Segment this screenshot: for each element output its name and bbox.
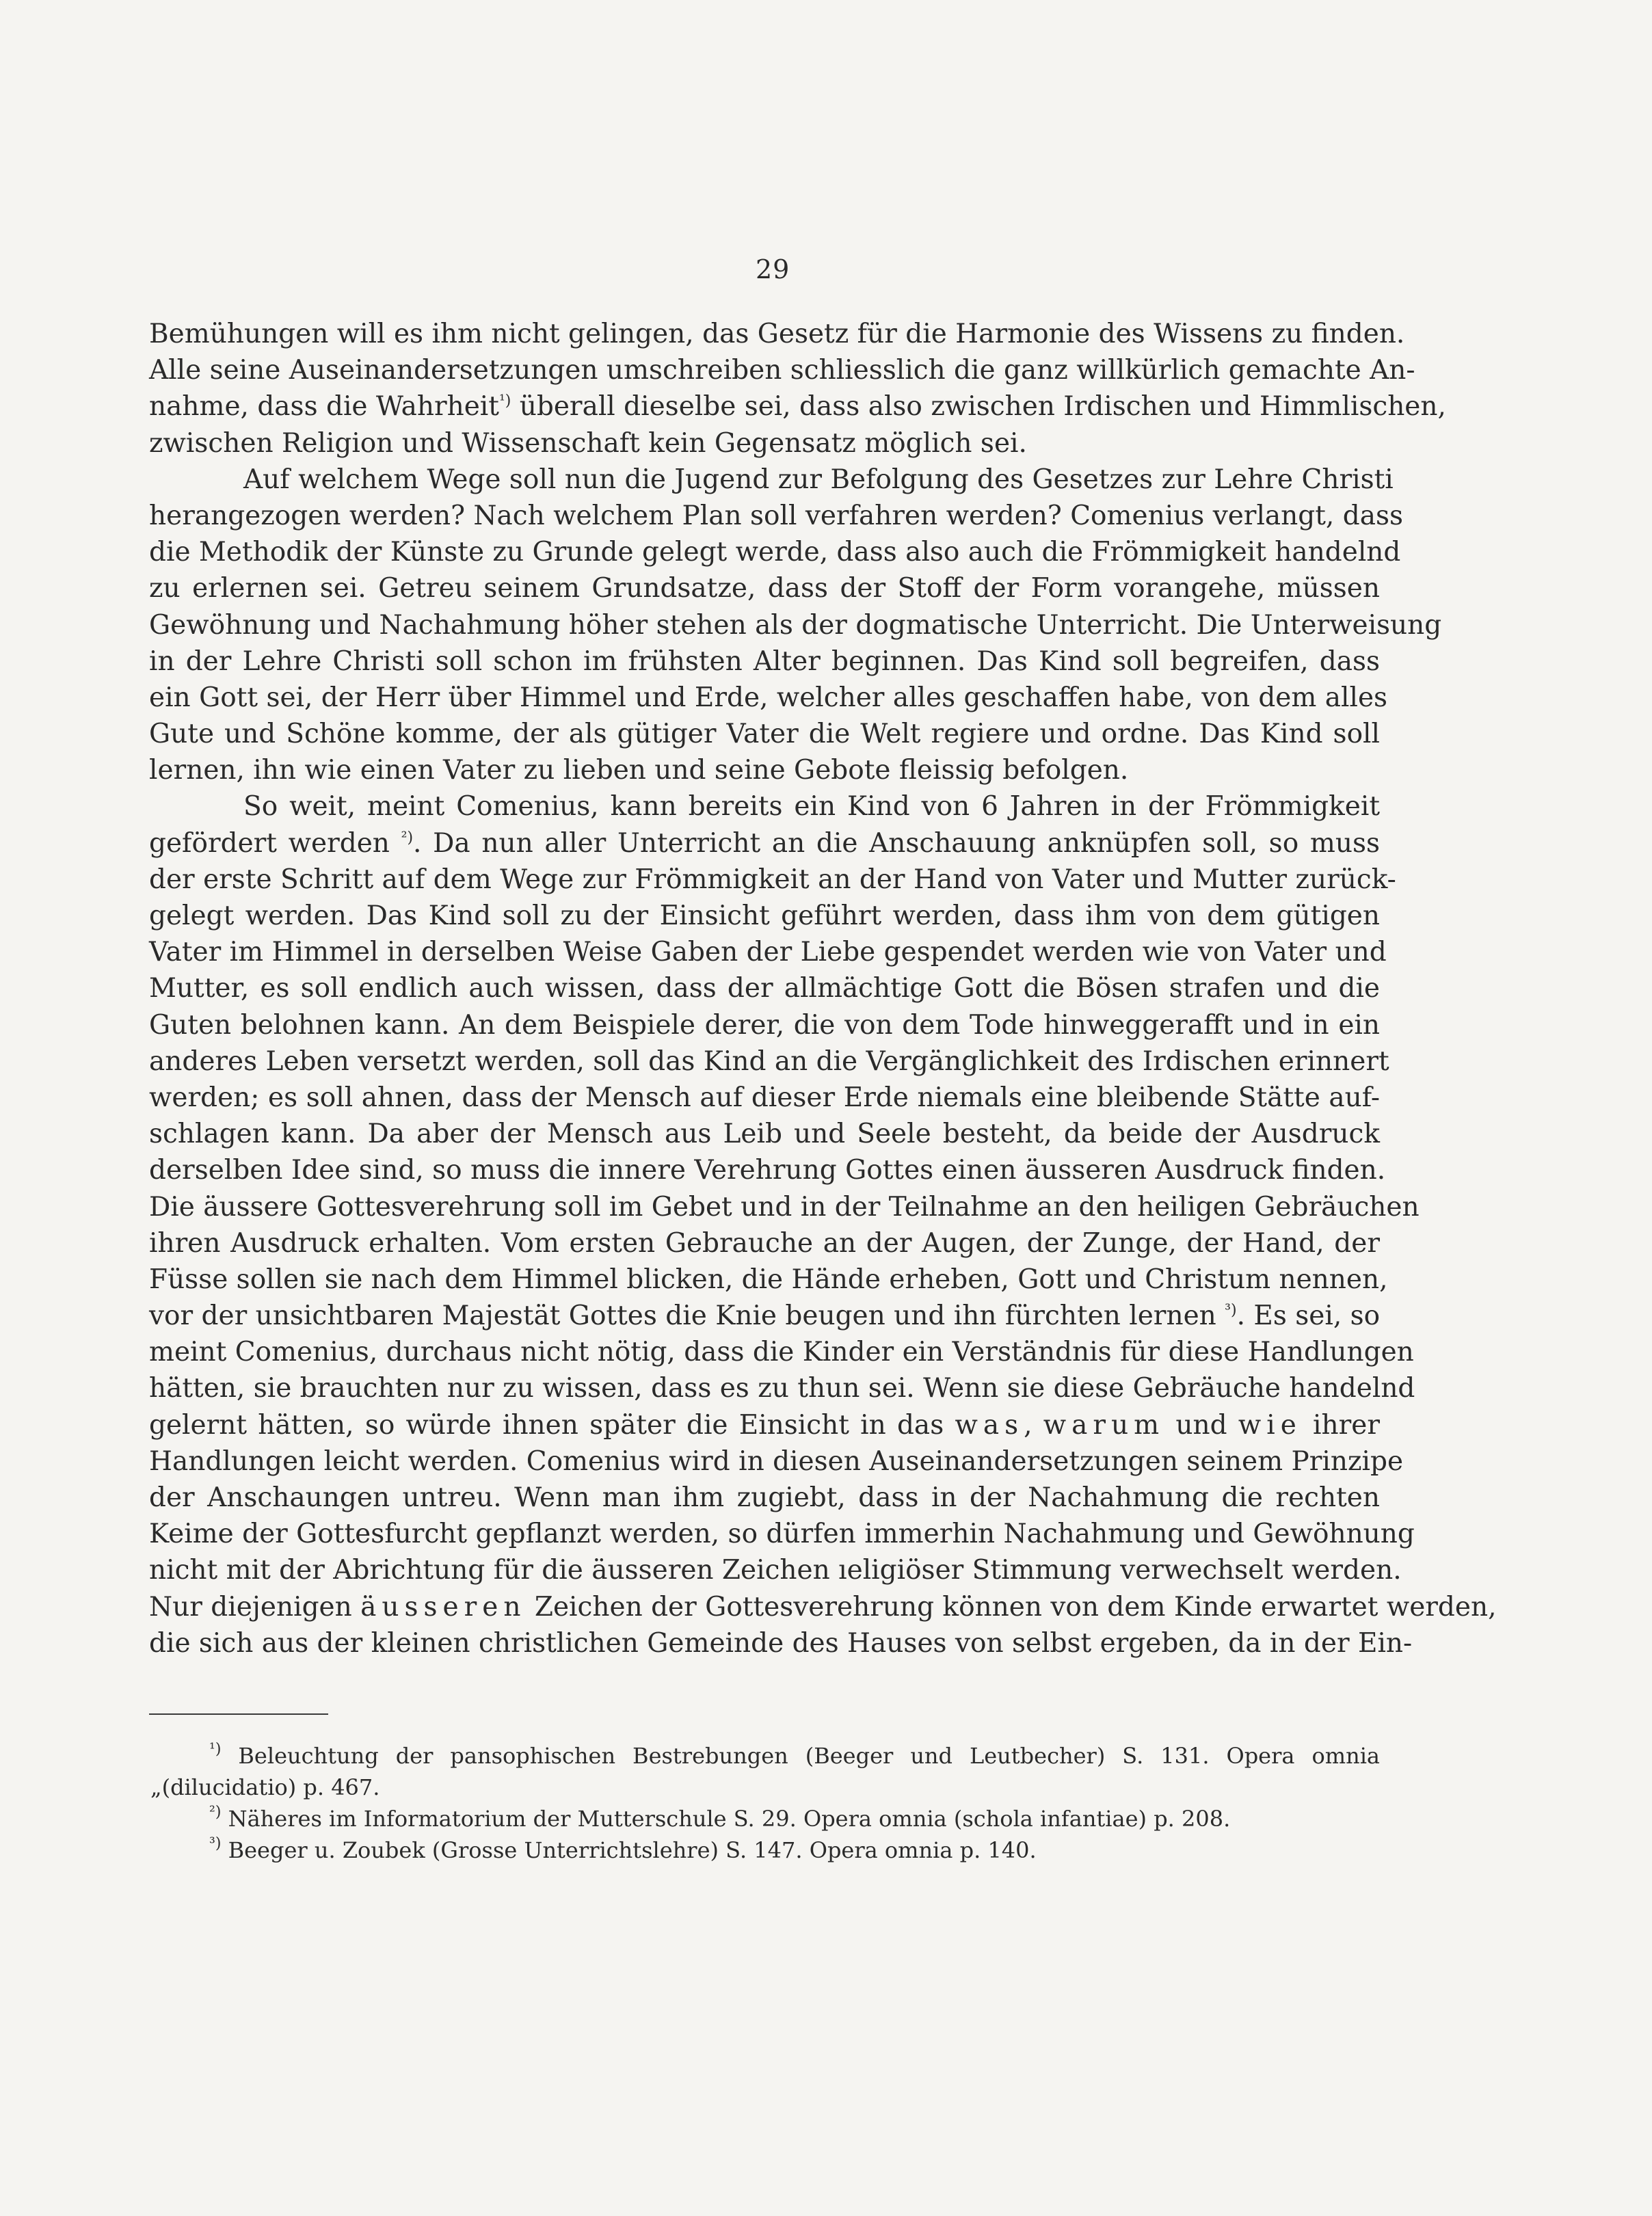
spaced-word-warum: warum (1043, 1409, 1165, 1441)
text-fragment: ihrer (1313, 1409, 1381, 1441)
paragraph-start-line: So weit, meint Comenius, kann bereits ein Kind von 6 Jahren in der Frömmigkeit (243, 791, 1380, 823)
text-line: zwischen Religion und Wissenschaft kein Gegensatz möglich sei. (149, 427, 1027, 459)
footnote-ref-1: ¹) (498, 392, 511, 410)
text-line: ihren Ausdruck erhalten. Vom ersten Gebrauche an der Augen, der Zunge, der Hand, der (149, 1227, 1380, 1259)
text-line: Handlungen leicht werden. Comenius wird in diesen Auseinandersetzungen seinem Prinzipe (149, 1445, 1404, 1477)
text-line (149, 1589, 1497, 1625)
footnote-mark-1: ¹) (209, 1741, 222, 1758)
spaced-word-wie: wie (1238, 1409, 1302, 1441)
spaced-word-aeusseren: äusseren (360, 1591, 527, 1623)
footnote-text: Beeger u. Zoubek (Grosse Unterrichtslehre) S. 147. Opera omnia p. 140. (228, 1837, 1037, 1863)
footnote-ref-3: ³) (1225, 1302, 1237, 1320)
spaced-word-was: was (955, 1409, 1024, 1441)
text-line: gelegt werden. Das Kind soll zu der Einsicht geführt werden, dass ihm von dem gütigen (149, 900, 1380, 931)
text-line: herangezogen werden? Nach welchem Plan soll verfahren werden? Comenius verlangt, dass (149, 500, 1403, 531)
text-line: werden; es soll ahnen, dass der Mensch auf dieser Erde niemals eine bleibende Stätte auf- (149, 1082, 1380, 1113)
text-line: schlagen kann. Da aber der Mensch aus Leib und Seele besteht, da beide der Ausdruck (149, 1119, 1380, 1150)
footnote-1-continued: „(dilucidatio) p. 467. (150, 1774, 380, 1800)
footnote-mark-3: ³) (209, 1835, 222, 1852)
text-fragment: gelernt hätten, so würde ihnen später die Einsicht in das (149, 1409, 944, 1441)
text-line: Vater im Himmel in derselben Weise Gaben der Liebe gespendet werden wie von Vater und (149, 937, 1387, 968)
paragraph-start-line: Auf welchem Wege soll nun die Jugend zur Befolgung des Gesetzes zur Lehre Christi (243, 464, 1394, 495)
text-line: derselben Idee sind, so muss die innere Verehrung Gottes einen äusseren Ausdruck finden. (149, 1155, 1386, 1186)
text-line: Keime der Gottesfurcht gepflanzt werden, so dürfen immerhin Nachahmung und Gewöhnung (149, 1519, 1415, 1550)
text-line: in der Lehre Christi soll schon im frühsten Alter beginnen. Das Kind soll begreifen, dass (149, 645, 1380, 677)
footnotes (149, 1740, 1380, 1866)
footnote-text: Näheres im Informatorium der Mutterschule S. 29. Opera omnia (schola infantiae) p. 208. (228, 1806, 1231, 1832)
footnote-mark-2: ²) (209, 1804, 222, 1821)
footnote-2 (149, 1803, 1380, 1834)
footnote-1 (149, 1740, 1380, 1772)
text-line: Alle seine Auseinandersetzungen umschreiben schliesslich die ganz willkürlich gemachte An- (149, 355, 1415, 386)
text-line: Gute und Schöne komme, der als gütiger Vater die Welt regiere und ordne. Das Kind soll (149, 719, 1380, 750)
text-line (149, 388, 1446, 425)
text-line: die Methodik der Künste zu Grunde gelegt werde, dass also auch die Frömmigkeit handelnd (149, 537, 1401, 568)
text-line (149, 1298, 1380, 1334)
text-line: ein Gott sei, der Herr über Himmel und Erde, welcher alles geschaffen habe, von dem alles (149, 682, 1388, 713)
text-line (149, 1407, 1380, 1443)
text-line: Mutter, es soll endlich auch wissen, dass der allmächtige Gott die Bösen strafen und die (149, 973, 1380, 1004)
text-line: Die äussere Gottesverehrung soll im Gebet und in der Teilnahme an den heiligen Gebräuchen (149, 1191, 1420, 1223)
footnote-text: Beleuchtung der pansophischen Bestrebungen (Beeger und Leutbecher) S. 131. Opera omnia (238, 1743, 1381, 1769)
text-line: lernen, ihn wie einen Vater zu lieben und seine Gebote fleissig befolgen. (149, 755, 1129, 786)
text-fragment: Zeichen der Gottesverehrung können von dem Kinde erwartet werden, (534, 1591, 1497, 1623)
page-number: 29 (756, 254, 790, 284)
text-line: nicht mit der Abrichtung für die äusseren Zeichen ıeligiöser Stimmung verwechselt werden. (149, 1555, 1402, 1586)
text-line: der Anschaungen untreu. Wenn man ihm zugiebt, dass in der Nachahmung die rechten (149, 1482, 1380, 1513)
text-line: meint Comenius, durchaus nicht nötig, dass die Kinder ein Verständnis für diese Handlungen (149, 1337, 1414, 1368)
body-text (149, 316, 1497, 1661)
text-line: der erste Schritt auf dem Wege zur Frömmigkeit an der Hand von Vater und Mutter zurück- (149, 864, 1396, 895)
footnote-ref-2: ²) (401, 829, 414, 846)
text-line: hätten, sie brauchten nur zu wissen, dass es zu thun sei. Wenn sie diese Gebräuche handelnd (149, 1373, 1415, 1404)
text-line: Füsse sollen sie nach dem Himmel blicken, die Hände erheben, Gott und Christum nennen, (149, 1264, 1388, 1295)
text-fragment: überall dieselbe sei, dass also zwischen Irdischen und Himmlischen, (519, 391, 1446, 423)
text-line: zu erlernen sei. Getreu seinem Grundsatze, dass der Stoff der Form vorangehe, müssen (149, 573, 1380, 604)
comma: , (1024, 1409, 1032, 1441)
text-line: Bemühungen will es ihm nicht gelingen, das Gesetz für die Harmonie des Wissens zu finden. (149, 319, 1405, 349)
footnote-separator (149, 1713, 328, 1715)
text-fragment: und (1175, 1409, 1227, 1441)
text-fragment: . Da nun aller Unterricht an die Anschauung anknüpfen soll, so muss (413, 827, 1380, 859)
text-fragment: vor der unsichtbaren Majestät Gottes die Knie beugen und ihn fürchten lernen (149, 1300, 1216, 1332)
text-fragment: gefördert werden (149, 827, 390, 859)
text-fragment: . Es sei, so (1236, 1300, 1381, 1332)
text-line (149, 825, 1380, 862)
text-line: Guten belohnen kann. An dem Beispiele derer, die von dem Tode hinweggerafft und in ein (149, 1009, 1380, 1041)
text-fragment: Nur diejenigen (149, 1591, 352, 1623)
text-line: Gewöhnung und Nachahmung höher stehen als der dogmatische Unterricht. Die Unterweisung (149, 609, 1442, 641)
footnote-3 (149, 1834, 1380, 1866)
text-fragment: nahme, dass die Wahrheit (149, 391, 499, 423)
text-line: anderes Leben versetzt werden, soll das Kind an die Vergänglichkeit des Irdischen erinnert (149, 1045, 1389, 1077)
text-line: die sich aus der kleinen christlichen Gemeinde des Hauses von selbst ergeben, da in der Ein- (149, 1627, 1413, 1659)
